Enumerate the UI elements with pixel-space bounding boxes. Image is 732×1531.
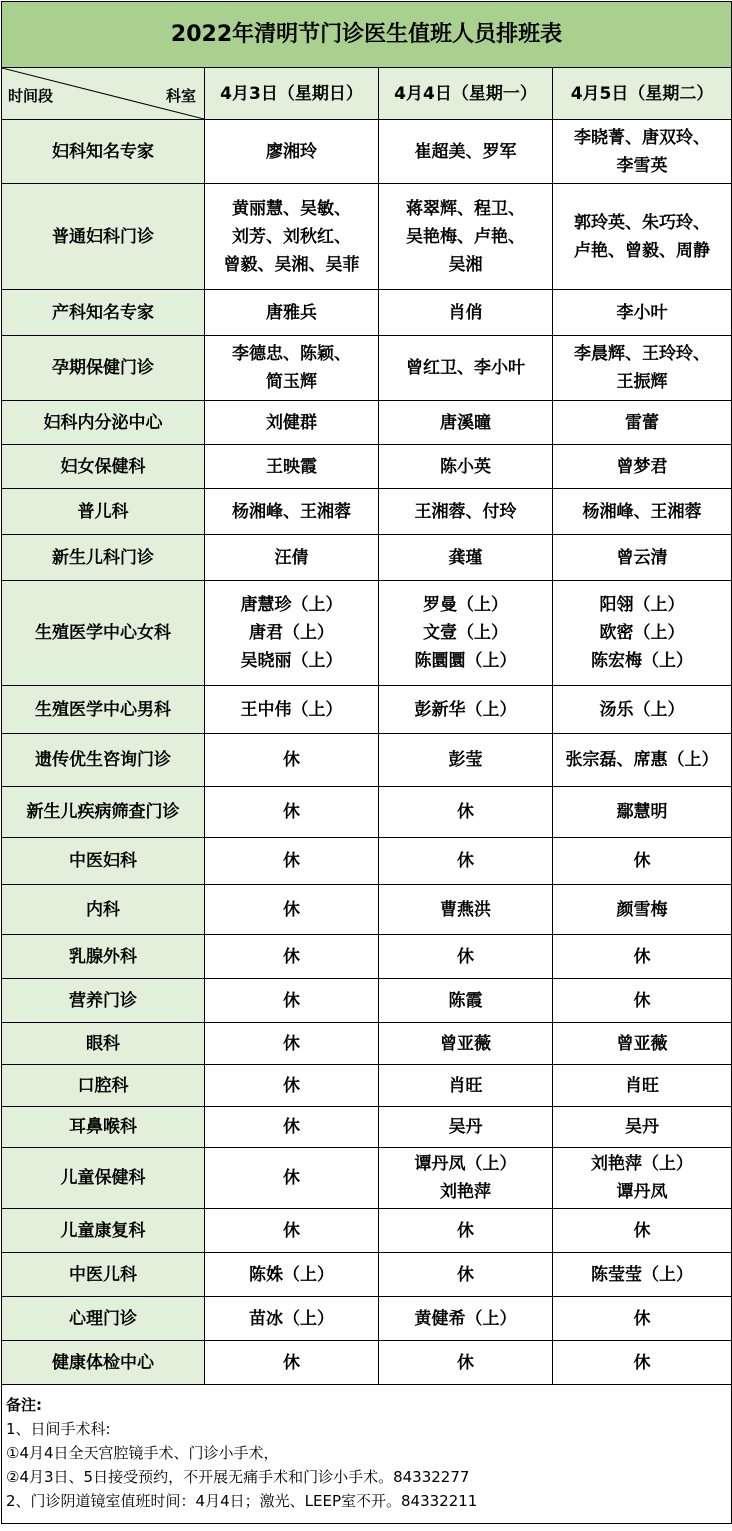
duty-cell <box>379 1209 553 1253</box>
duty-cell <box>553 979 732 1023</box>
notes-line: ②4月3日、5日接受预约，不开展无痛手术和门诊小手术。84332277 <box>6 1468 470 1486</box>
doctor-names-line: 张宗磊、席惠（上） <box>565 750 719 770</box>
doctor-names-line: 曾云清 <box>616 547 668 568</box>
doctor-names-line: 肖旺 <box>625 1075 660 1096</box>
table-row <box>2 1297 732 1341</box>
duty-cell <box>205 1148 379 1209</box>
doctor-names-line: 曾亚薇 <box>616 1033 668 1054</box>
doctor-names-line: 卢艳、曾毅、周静 <box>574 240 711 261</box>
duty-cell <box>553 787 732 838</box>
notes-line: 2、门诊阴道镜室值班时间：4月4日；激光、LEEP室不开。84332211 <box>6 1492 478 1510</box>
duty-cell <box>205 290 379 336</box>
doctor-names-line: 苗冰（上） <box>249 1308 334 1329</box>
dept-name-cell: 新生儿疾病筛查门诊 <box>2 787 205 838</box>
table-row <box>2 290 732 336</box>
doctor-names-line: 休 <box>283 899 300 920</box>
dept-name-cell: 中医儿科 <box>2 1253 205 1297</box>
doctor-names-line: 休 <box>633 1308 651 1329</box>
table-row <box>2 1148 732 1209</box>
doctor-names-line: 休 <box>283 1117 300 1137</box>
doctor-names-line: 王振辉 <box>616 372 668 392</box>
duty-cell <box>553 734 732 787</box>
table-row <box>2 120 732 184</box>
table-row <box>2 1107 732 1148</box>
duty-cell <box>205 1209 379 1253</box>
doctor-names-line: 刘芳、刘秋红、 <box>232 226 351 247</box>
page-title: 2022年清明节门诊医生值班人员排班表 <box>2 2 732 68</box>
duty-cell <box>553 885 732 935</box>
doctor-names-line: 休 <box>633 1220 651 1241</box>
doctor-names-line: 休 <box>283 1352 300 1373</box>
duty-cell <box>379 445 553 489</box>
table-row <box>2 445 732 489</box>
table-row <box>2 787 732 838</box>
duty-cell <box>205 686 379 734</box>
doctor-names-line: 休 <box>283 1075 300 1096</box>
doctor-names-line: 崔超美、罗军 <box>414 141 517 162</box>
doctor-names-line: 休 <box>457 1264 474 1285</box>
doctor-names-line: 休 <box>457 1352 474 1373</box>
duty-cell <box>553 1297 732 1341</box>
duty-cell <box>553 290 732 336</box>
duty-cell <box>379 1297 553 1341</box>
dept-name-cell: 妇科内分泌中心 <box>2 401 205 445</box>
duty-cell <box>205 1023 379 1065</box>
duty-cell <box>379 838 553 885</box>
doctor-names-line: 刘艳萍 <box>440 1182 491 1202</box>
notes-line: ①4月4日全天宫腔镜手术、门诊小手术， <box>6 1444 279 1462</box>
table-row <box>2 401 732 445</box>
doctor-names-line: 休 <box>283 1033 300 1054</box>
duty-cell <box>205 1297 379 1341</box>
doctor-names-line: 休 <box>283 802 300 822</box>
doctor-names-line: 陈莹莹（上） <box>591 1264 694 1285</box>
doctor-names-line: 杨湘峰、王湘蓉 <box>232 501 351 522</box>
doctor-names-line: 肖俏 <box>448 302 483 323</box>
doctor-names-line: 李晨辉、王玲玲、 <box>574 344 711 364</box>
dept-name-cell: 健康体检中心 <box>2 1341 205 1385</box>
dept-name-cell: 中医妇科 <box>2 838 205 885</box>
doctor-names-line: 王中伟（上） <box>240 699 343 720</box>
duty-cell <box>205 535 379 581</box>
doctor-names-line: 汪倩 <box>274 547 309 568</box>
table-row <box>2 979 732 1023</box>
table-row <box>2 535 732 581</box>
notes-row <box>2 1385 732 1524</box>
doctor-names-line: 谭丹凤（上） <box>414 1154 517 1174</box>
duty-cell <box>553 1341 732 1385</box>
doctor-names-line: 曾亚薇 <box>440 1033 491 1054</box>
table-row <box>2 489 732 535</box>
doctor-names-line: 曹燕洪 <box>440 899 491 920</box>
corner-header-cell <box>2 68 205 120</box>
duty-cell <box>379 535 553 581</box>
doctor-names-line: 休 <box>283 750 300 770</box>
duty-cell <box>379 336 553 401</box>
day-header-2: 4月4日（星期一） <box>379 68 553 120</box>
doctor-names-line: 肖旺 <box>448 1075 483 1096</box>
dept-name-cell: 耳鼻喉科 <box>2 1107 205 1148</box>
duty-cell <box>553 1253 732 1297</box>
schedule-table <box>1 1 732 1524</box>
notes-line: 1、日间手术科: <box>6 1420 111 1438</box>
doctor-names-line: 曾梦君 <box>616 456 668 477</box>
doctor-names-line: 唐慧珍（上） <box>240 595 343 615</box>
table-row <box>2 184 732 290</box>
duty-cell <box>379 1107 553 1148</box>
doctor-names-line: 刘健群 <box>266 412 317 433</box>
doctor-names-line: 蒋翠辉、程卫、 <box>406 198 525 219</box>
doctor-names-line: 谭丹凤 <box>616 1182 668 1202</box>
doctor-names-line: 王映霞 <box>266 456 317 477</box>
dept-name-cell: 乳腺外科 <box>2 935 205 979</box>
duty-cell <box>379 979 553 1023</box>
doctor-names-line: 休 <box>457 946 474 967</box>
duty-cell <box>553 445 732 489</box>
doctor-names-line: 彭莹 <box>448 750 483 770</box>
duty-cell <box>379 1148 553 1209</box>
duty-cell <box>553 401 732 445</box>
doctor-names-line: 郭玲英、朱巧玲、 <box>574 212 711 233</box>
doctor-names-line: 唐溪曈 <box>440 412 491 433</box>
duty-cell <box>553 1148 732 1209</box>
dept-name-cell: 儿童康复科 <box>2 1209 205 1253</box>
duty-cell <box>379 290 553 336</box>
doctor-names-line: 唐雅兵 <box>266 302 317 323</box>
doctor-names-line: 休 <box>283 990 300 1011</box>
doctor-names-line: 陈圜圜（上） <box>414 651 517 671</box>
doctor-names-line: 王湘蓉、付玲 <box>414 501 517 522</box>
table-row <box>2 581 732 686</box>
table-row <box>2 838 732 885</box>
day-header-1: 4月3日（星期日） <box>205 68 379 120</box>
doctor-names-line: 阳翎（上） <box>599 595 685 615</box>
table-row <box>2 885 732 935</box>
doctor-names-line: 休 <box>457 851 474 871</box>
duty-cell <box>379 686 553 734</box>
table-row <box>2 734 732 787</box>
doctor-names-line: 吴丹 <box>625 1117 660 1137</box>
doctor-names-line: 雷蕾 <box>625 412 660 433</box>
dept-name-cell: 口腔科 <box>2 1065 205 1107</box>
duty-cell <box>205 935 379 979</box>
dept-name-cell: 生殖医学中心男科 <box>2 686 205 734</box>
doctor-names-line: 休 <box>633 1352 651 1373</box>
duty-cell <box>205 838 379 885</box>
dept-name-cell: 营养门诊 <box>2 979 205 1023</box>
duty-cell <box>379 1065 553 1107</box>
doctor-names-line: 李德忠、陈颖、 <box>232 344 351 364</box>
doctor-names-line: 陈霞 <box>448 990 483 1011</box>
duty-cell <box>205 184 379 290</box>
duty-cell <box>553 935 732 979</box>
duty-cell <box>553 336 732 401</box>
table-row <box>2 1209 732 1253</box>
doctor-names-line: 颜雪梅 <box>616 899 668 920</box>
duty-cell <box>553 1209 732 1253</box>
doctor-names-line: 休 <box>283 1220 300 1241</box>
dept-name-cell: 妇科知名专家 <box>2 120 205 184</box>
table-row <box>2 1253 732 1297</box>
doctor-names-line: 吴湘 <box>448 254 483 275</box>
doctor-names-line: 简玉辉 <box>266 372 317 392</box>
duty-cell <box>553 535 732 581</box>
doctor-names-line: 李晓菁、唐双玲、 <box>574 127 711 148</box>
doctor-names-line: 鄢慧明 <box>616 802 668 822</box>
doctor-names-line: 休 <box>457 802 474 822</box>
duty-cell <box>379 935 553 979</box>
doctor-names-line: 唐君（上） <box>249 623 334 643</box>
duty-cell <box>205 979 379 1023</box>
duty-cell <box>205 885 379 935</box>
duty-cell <box>379 1341 553 1385</box>
dept-name-cell: 遗传优生咨询门诊 <box>2 734 205 787</box>
duty-cell <box>379 787 553 838</box>
doctor-names-line: 吴艳梅、卢艳、 <box>406 226 525 247</box>
dept-name-cell: 眼科 <box>2 1023 205 1065</box>
doctor-names-line: 欧密（上） <box>599 623 685 643</box>
duty-cell <box>205 120 379 184</box>
duty-cell <box>379 1253 553 1297</box>
doctor-names-line: 李小叶 <box>616 302 668 323</box>
duty-cell <box>205 489 379 535</box>
duty-cell <box>379 885 553 935</box>
doctor-names-line: 黄健希（上） <box>414 1308 517 1329</box>
duty-cell <box>379 734 553 787</box>
dept-name-cell: 内科 <box>2 885 205 935</box>
doctor-names-line: 休 <box>283 946 300 967</box>
table-row <box>2 1341 732 1385</box>
dept-name-cell: 新生儿科门诊 <box>2 535 205 581</box>
doctor-names-line: 文壹（上） <box>423 623 508 643</box>
doctor-names-line: 休 <box>633 990 651 1011</box>
dept-name-cell: 产科知名专家 <box>2 290 205 336</box>
doctor-names-line: 陈姝（上） <box>249 1264 334 1285</box>
doctor-names-line: 曾毅、吴湘、吴菲 <box>223 254 360 275</box>
duty-cell <box>205 734 379 787</box>
doctor-names-line: 吴晓丽（上） <box>240 651 343 671</box>
duty-cell <box>379 401 553 445</box>
dept-name-cell: 孕期保健门诊 <box>2 336 205 401</box>
duty-cell <box>553 1107 732 1148</box>
duty-cell <box>553 120 732 184</box>
duty-cell <box>205 1253 379 1297</box>
doctor-names-line: 汤乐（上） <box>599 699 685 720</box>
dept-name-cell: 心理门诊 <box>2 1297 205 1341</box>
doctor-names-line: 刘艳萍（上） <box>591 1154 694 1174</box>
duty-cell <box>379 120 553 184</box>
duty-cell <box>553 184 732 290</box>
doctor-names-line: 休 <box>283 1168 300 1188</box>
table-row <box>2 686 732 734</box>
day-header-3: 4月5日（星期二） <box>553 68 732 120</box>
doctor-names-line: 休 <box>633 946 651 967</box>
doctor-names-line: 李雪英 <box>616 155 668 176</box>
doctor-names-line: 廖湘玲 <box>266 141 317 162</box>
duty-cell <box>553 686 732 734</box>
doctor-names-line: 曾红卫、李小叶 <box>406 358 525 378</box>
corner-dept-label: 科室 <box>165 87 196 105</box>
doctor-names-line: 休 <box>633 851 651 871</box>
duty-cell <box>553 489 732 535</box>
dept-name-cell: 生殖医学中心女科 <box>2 581 205 686</box>
dept-name-cell: 普儿科 <box>2 489 205 535</box>
duty-cell <box>205 1341 379 1385</box>
notes-title: 备注: <box>6 1396 42 1414</box>
duty-cell <box>205 445 379 489</box>
duty-cell <box>379 184 553 290</box>
dept-name-cell: 妇女保健科 <box>2 445 205 489</box>
doctor-names-line: 黄丽慧、吴敏、 <box>232 198 351 219</box>
duty-cell <box>379 581 553 686</box>
doctor-names-line: 休 <box>457 1220 474 1241</box>
doctor-names-line: 吴丹 <box>448 1117 483 1137</box>
duty-cell <box>553 1065 732 1107</box>
doctor-names-line: 陈小英 <box>440 456 491 477</box>
corner-time-label: 时间段 <box>8 87 54 105</box>
duty-cell <box>553 581 732 686</box>
table-row <box>2 1065 732 1107</box>
duty-cell <box>553 1023 732 1065</box>
doctor-names-line: 休 <box>283 851 300 871</box>
table-row <box>2 336 732 401</box>
duty-cell <box>553 838 732 885</box>
doctor-names-line: 龚瑾 <box>448 547 483 568</box>
duty-cell <box>205 336 379 401</box>
doctor-names-line: 罗曼（上） <box>423 595 508 615</box>
duty-cell <box>205 581 379 686</box>
duty-cell <box>205 787 379 838</box>
doctor-names-line: 彭新华（上） <box>414 699 517 720</box>
doctor-names-line: 陈宏梅（上） <box>591 651 694 671</box>
notes-cell <box>2 1385 732 1524</box>
duty-cell <box>205 401 379 445</box>
dept-name-cell: 儿童保健科 <box>2 1148 205 1209</box>
dept-name-cell: 普通妇科门诊 <box>2 184 205 290</box>
table-row <box>2 935 732 979</box>
duty-cell <box>379 489 553 535</box>
duty-cell <box>205 1065 379 1107</box>
duty-cell <box>379 1023 553 1065</box>
doctor-names-line: 杨湘峰、王湘蓉 <box>582 501 702 522</box>
table-row <box>2 1023 732 1065</box>
duty-cell <box>205 1107 379 1148</box>
